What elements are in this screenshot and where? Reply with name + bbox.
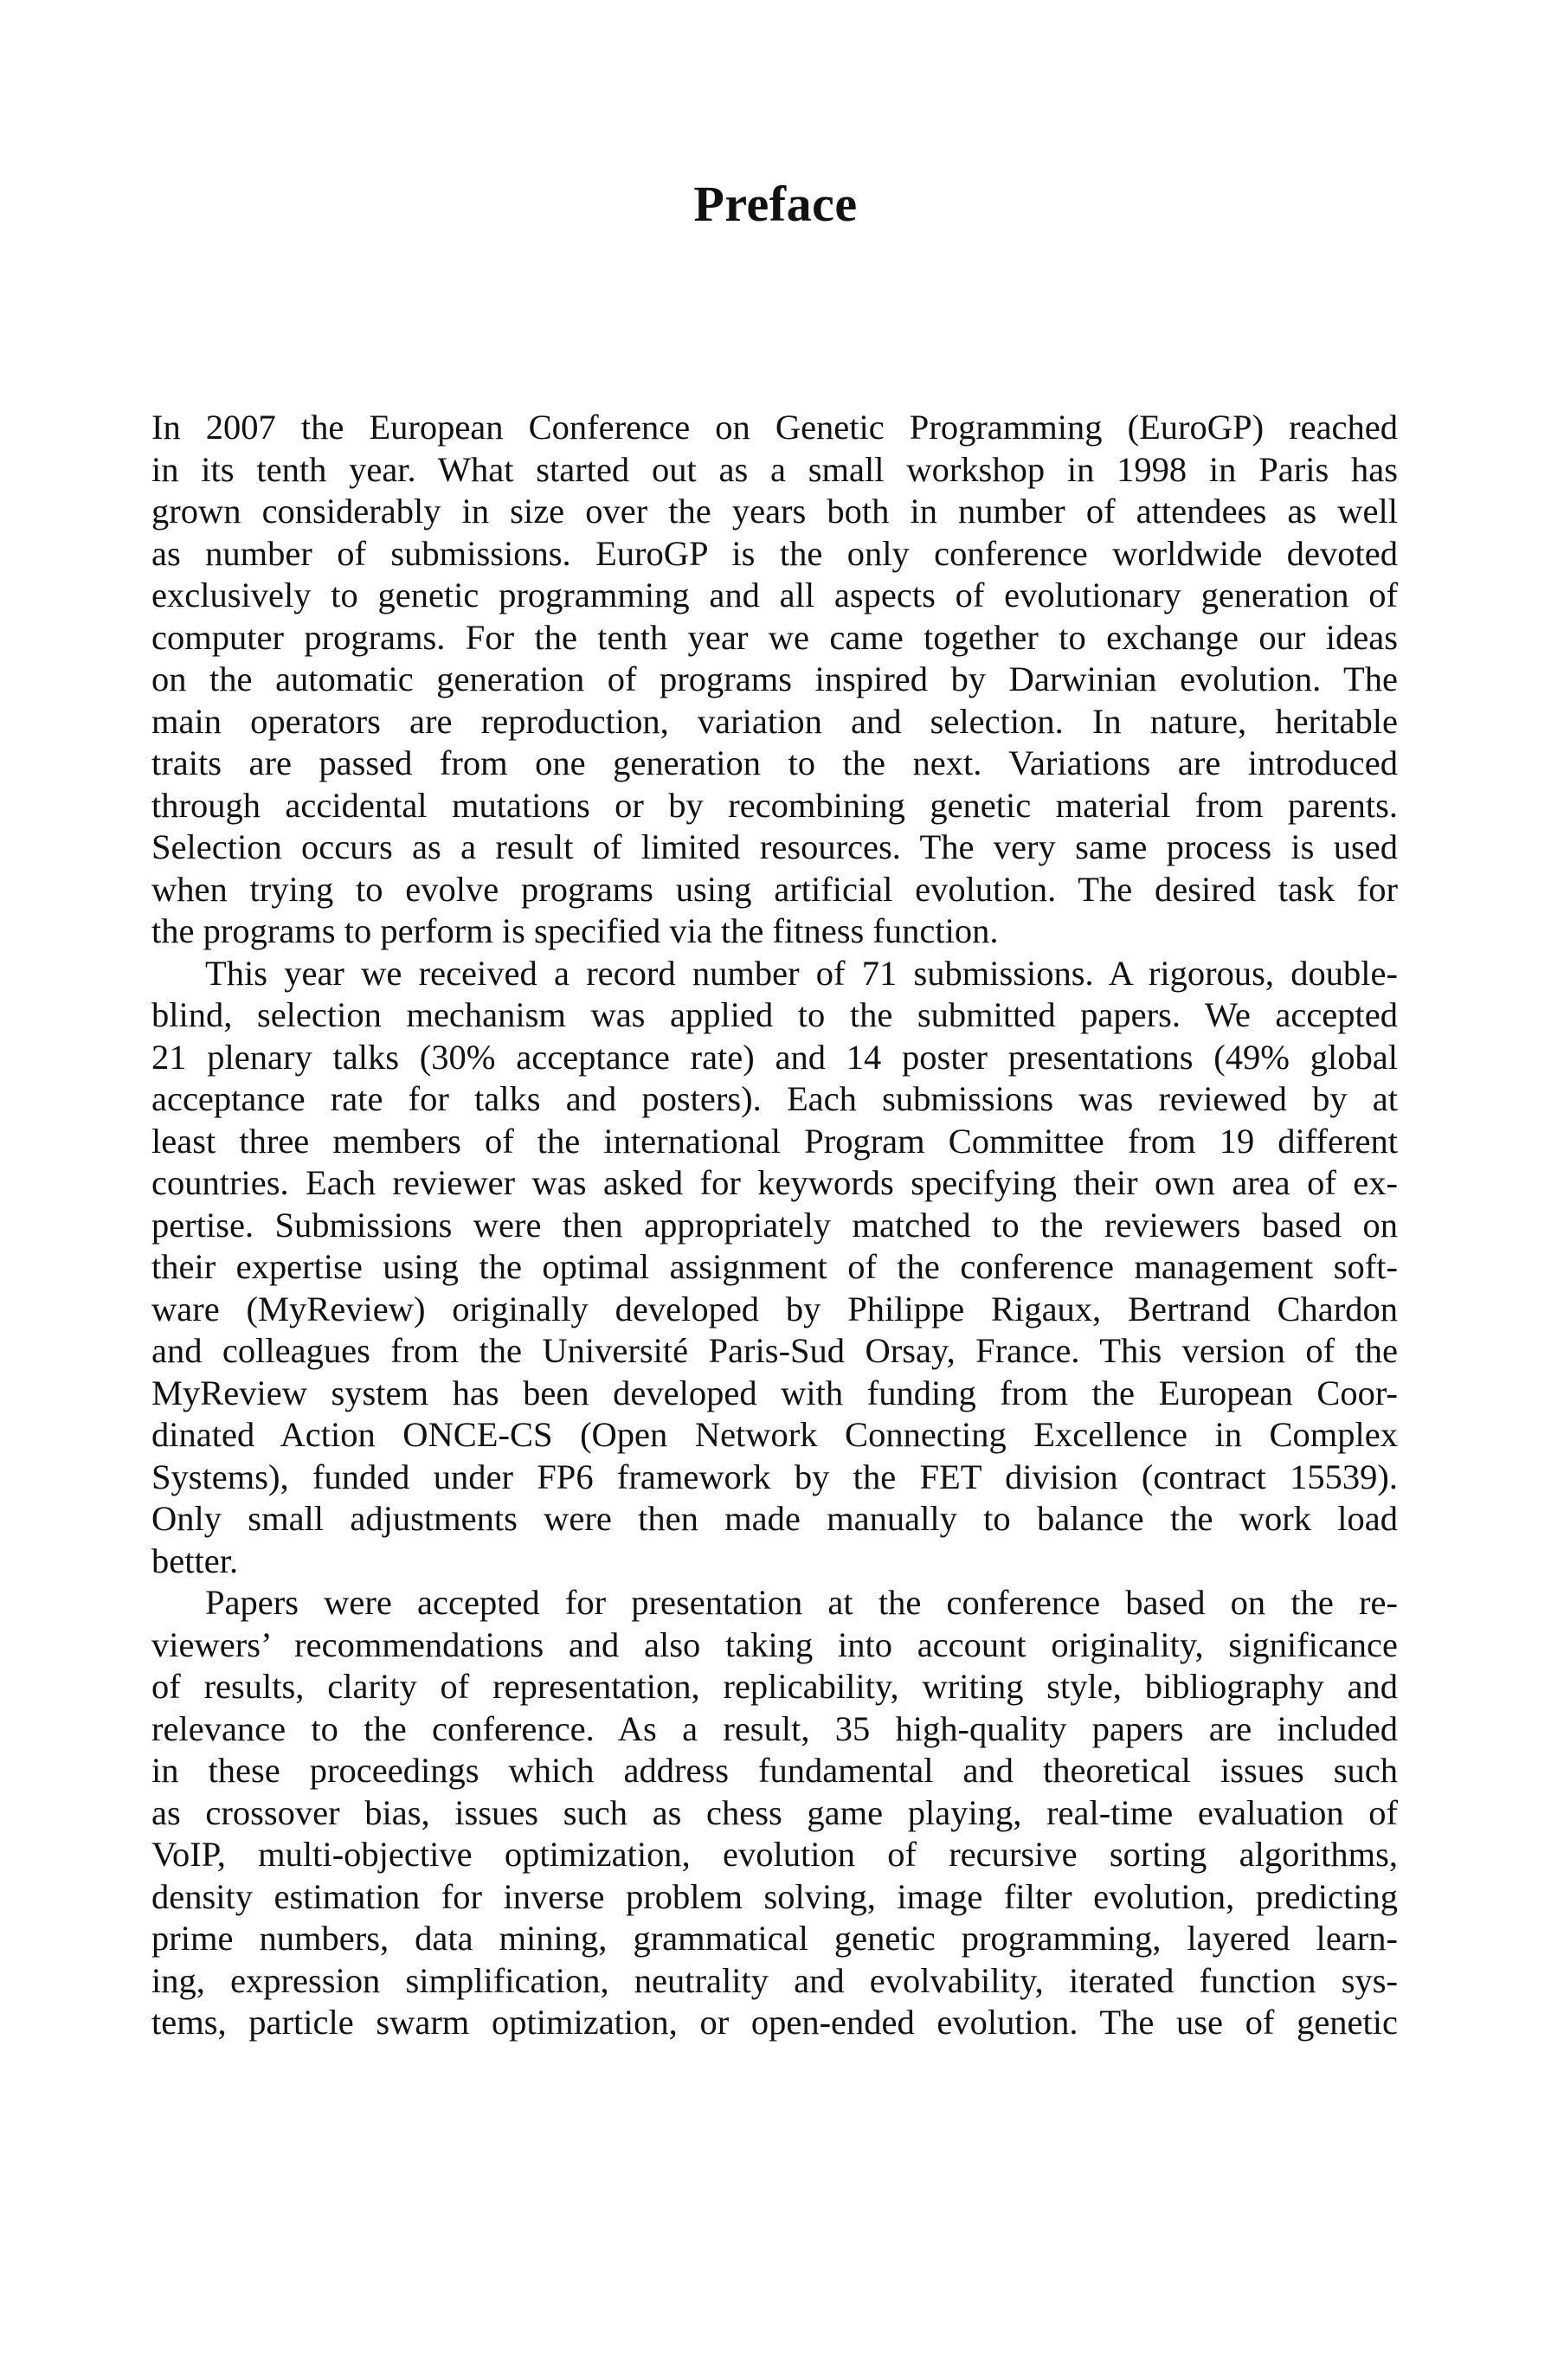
text-line: tems, particle swarm optimization, or open-ended evolution. The use of genetic bbox=[151, 2003, 1398, 2042]
text-line: prime numbers, data mining, grammatical genetic programming, layered learn- bbox=[151, 1919, 1398, 1958]
text-line: pertise. Submissions were then appropriately matched to the reviewers based on bbox=[151, 1205, 1398, 1245]
page-title: Preface bbox=[693, 176, 858, 232]
text-line: as crossover bias, issues such as chess game playing, real-time evaluation of bbox=[151, 1792, 1398, 1832]
text-line: VoIP, multi-objective optimization, evolution of recursive sorting algorithms, bbox=[151, 1835, 1398, 1874]
text-line: least three members of the international Program Committee from 19 different bbox=[151, 1121, 1398, 1161]
text-line: grown considerably in size over the years both in number of attendees as well bbox=[151, 492, 1398, 531]
paragraph-1 bbox=[151, 407, 1398, 953]
text-line: as number of submissions. EuroGP is the only conference worldwide devoted bbox=[151, 533, 1398, 573]
text-line: exclusively to genetic programming and all aspects of evolutionary generation of bbox=[151, 576, 1398, 614]
text-line: through accidental mutations or by recombining genetic material from parents. bbox=[151, 785, 1398, 825]
text-line: In 2007 the European Conference on Genetic Programming (EuroGP) reached bbox=[151, 408, 1398, 447]
text-line: computer programs. For the tenth year we came together to exchange our ideas bbox=[151, 617, 1398, 657]
text-line: Papers were accepted for presentation at the conference based on the re- bbox=[205, 1583, 1398, 1622]
text-line: main operators are reproduction, variation and selection. In nature, heritable bbox=[151, 701, 1398, 741]
text-line: when trying to evolve programs using artificial evolution. The desired task for bbox=[151, 869, 1398, 909]
text-line: This year we received a record number of 71 submissions. A rigorous, double- bbox=[205, 953, 1398, 993]
text-line: viewers’ recommendations and also taking into account originality, significance bbox=[151, 1624, 1398, 1664]
text-line: ware (MyReview) originally developed by Philippe Rigaux, Bertrand Chardon bbox=[151, 1289, 1398, 1328]
text-line: blind, selection mechanism was applied to the submitted papers. We accepted bbox=[151, 995, 1398, 1034]
body-text bbox=[151, 407, 1398, 2044]
text-line: countries. Each reviewer was asked for keywords specifying their own area of ex- bbox=[151, 1163, 1398, 1202]
text-line: of results, clarity of representation, replicability, writing style, bibliography and bbox=[151, 1667, 1398, 1706]
text-line: acceptance rate for talks and posters). Each submissions was reviewed by at bbox=[151, 1079, 1398, 1118]
paragraph-2 bbox=[151, 953, 1398, 1583]
text-line: better. bbox=[151, 1541, 239, 1580]
text-line: dinated Action ONCE-CS (Open Network Connecting Excellence in Complex bbox=[151, 1415, 1398, 1454]
text-line: Only small adjustments were then made manually to balance the work load bbox=[151, 1499, 1398, 1538]
text-line: density estimation for inverse problem solving, image filter evolution, predicting bbox=[151, 1876, 1398, 1916]
text-line: in these proceedings which address fundamental and theoretical issues such bbox=[151, 1751, 1398, 1790]
text-line: the programs to perform is specified via the fitness function. bbox=[151, 911, 999, 950]
text-line: their expertise using the optimal assignment of the conference management soft- bbox=[151, 1247, 1398, 1286]
paragraph-3 bbox=[151, 1582, 1398, 2044]
text-line: relevance to the conference. As a result, 35 high-quality papers are included bbox=[151, 1708, 1398, 1748]
text-line: Systems), funded under FP6 framework by the FET division (contract 15539). bbox=[151, 1457, 1398, 1496]
text-line: 21 plenary talks (30% acceptance rate) and 14 poster presentations (49% global bbox=[151, 1037, 1398, 1077]
text-line: traits are passed from one generation to the next. Variations are introduced bbox=[151, 743, 1398, 782]
text-line: Selection occurs as a result of limited resources. The very same process is used bbox=[151, 827, 1398, 866]
text-line: in its tenth year. What started out as a small workshop in 1998 in Paris has bbox=[151, 449, 1398, 489]
text-line: MyReview system has been developed with funding from the European Coor- bbox=[151, 1373, 1398, 1412]
text-line: and colleagues from the Université Paris-Sud Orsay, France. This version of the bbox=[151, 1331, 1398, 1370]
text-line: on the automatic generation of programs inspired by Darwinian evolution. The bbox=[151, 659, 1398, 698]
text-line: ing, expression simplification, neutrality and evolvability, iterated function sys- bbox=[151, 1960, 1398, 2000]
